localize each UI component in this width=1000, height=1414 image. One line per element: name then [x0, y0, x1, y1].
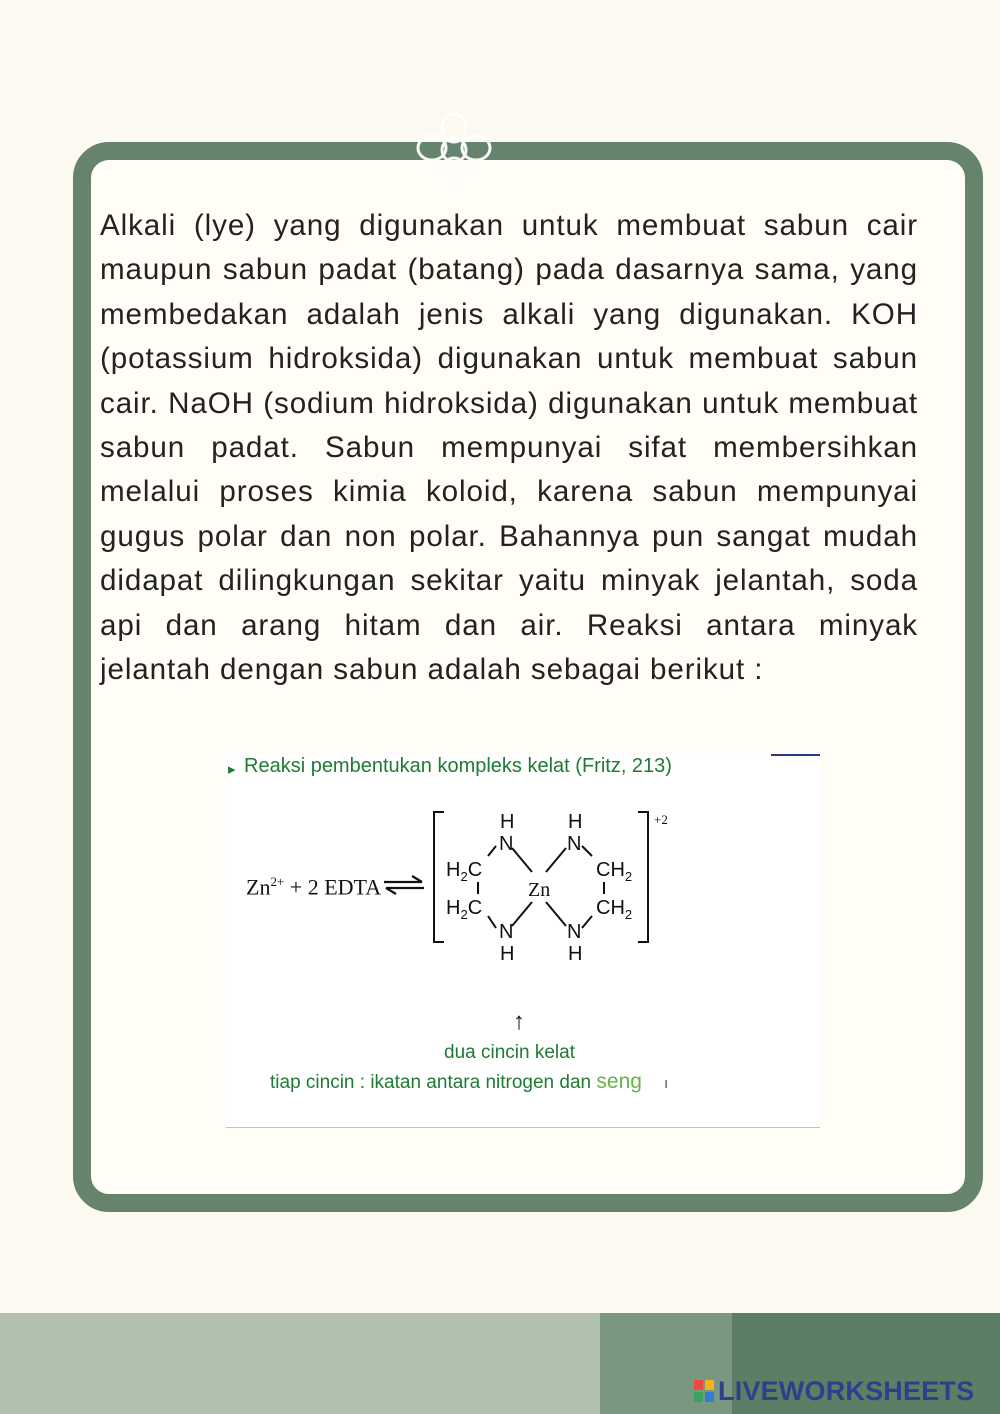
brand-link[interactable]: [694, 1374, 974, 1408]
body-paragraph: Alkali (lye) yang digunakan untuk membuat sabun cair maupun sabun padat (batang) pada dasarnya sama, yang membedakan adalah jenis alkali yang digunakan. KOH (potassium hidroksida) digunakan untuk membuat sabun cair. NaOH (sodium hidroksida) digunakan untuk membuat sabun padat. Sabun mempunyai sifat membersihkan melalui proses kimia koloid, karena sabun mempunyai gugus polar dan non polar. Bahannya pun sangat mudah didapat dilingkungan sekitar yaitu minyak jelantah, soda api dan arang hitam dan air. Reaksi antara minyak jelantah dengan sabun adalah sebagai berikut :: [100, 209, 918, 687]
atom-h-bottom-left: H: [500, 943, 515, 965]
atom-n-top-right: N: [567, 833, 582, 855]
group-h2c-bottom: $H_2C$: [446, 897, 483, 922]
liveworksheets-logo-icon: [694, 1380, 714, 1402]
reaction-figure: [226, 754, 820, 1128]
equilibrium-arrow-icon: [382, 874, 426, 896]
group-ch2-top: $CH_2$: [596, 859, 633, 884]
brand-name: LIVEWORKSHEETS: [718, 1375, 975, 1406]
up-arrow-icon: ↑: [513, 1008, 525, 1035]
note-tick-mark: ı: [663, 1075, 669, 1092]
group-ch2-bottom: $CH_2$: [596, 897, 633, 922]
atom-n-bottom-left: N: [499, 921, 514, 943]
atom-n-top-left: N: [499, 833, 514, 855]
edta-term: + 2 EDTA: [284, 874, 382, 900]
atom-h-top-left: H: [500, 811, 515, 833]
atom-n-bottom-right: N: [567, 921, 582, 943]
zinc-edta-complex: [426, 804, 676, 974]
note-zinc-word: seng: [596, 1070, 642, 1093]
zinc-charge: 2+: [270, 874, 285, 889]
triangle-right-icon: ▸: [228, 761, 236, 778]
atom-zn: Zn: [528, 879, 551, 901]
atom-h-top-right: H: [568, 811, 583, 833]
figure-top-rule: [771, 754, 820, 756]
group-h2c-top: $H_2C$: [446, 859, 483, 884]
reactants: [246, 874, 381, 900]
atom-h-bottom-right: H: [568, 943, 583, 965]
zinc-ion: Zn: [246, 874, 271, 900]
note-ring-bond-text: tiap cincin : ikatan antara nitrogen dan: [270, 1072, 597, 1093]
flower-outline-icon: [412, 108, 496, 192]
note-ring-bond: [270, 1070, 668, 1094]
footer-band-left: [0, 1313, 600, 1414]
note-chelate-rings: dua cincin kelat: [444, 1042, 575, 1063]
complex-charge: +2: [654, 812, 668, 827]
figure-caption: Reaksi pembentukan kompleks kelat (Fritz, 213): [244, 755, 672, 777]
figure-bottom-rule: [226, 1127, 820, 1128]
